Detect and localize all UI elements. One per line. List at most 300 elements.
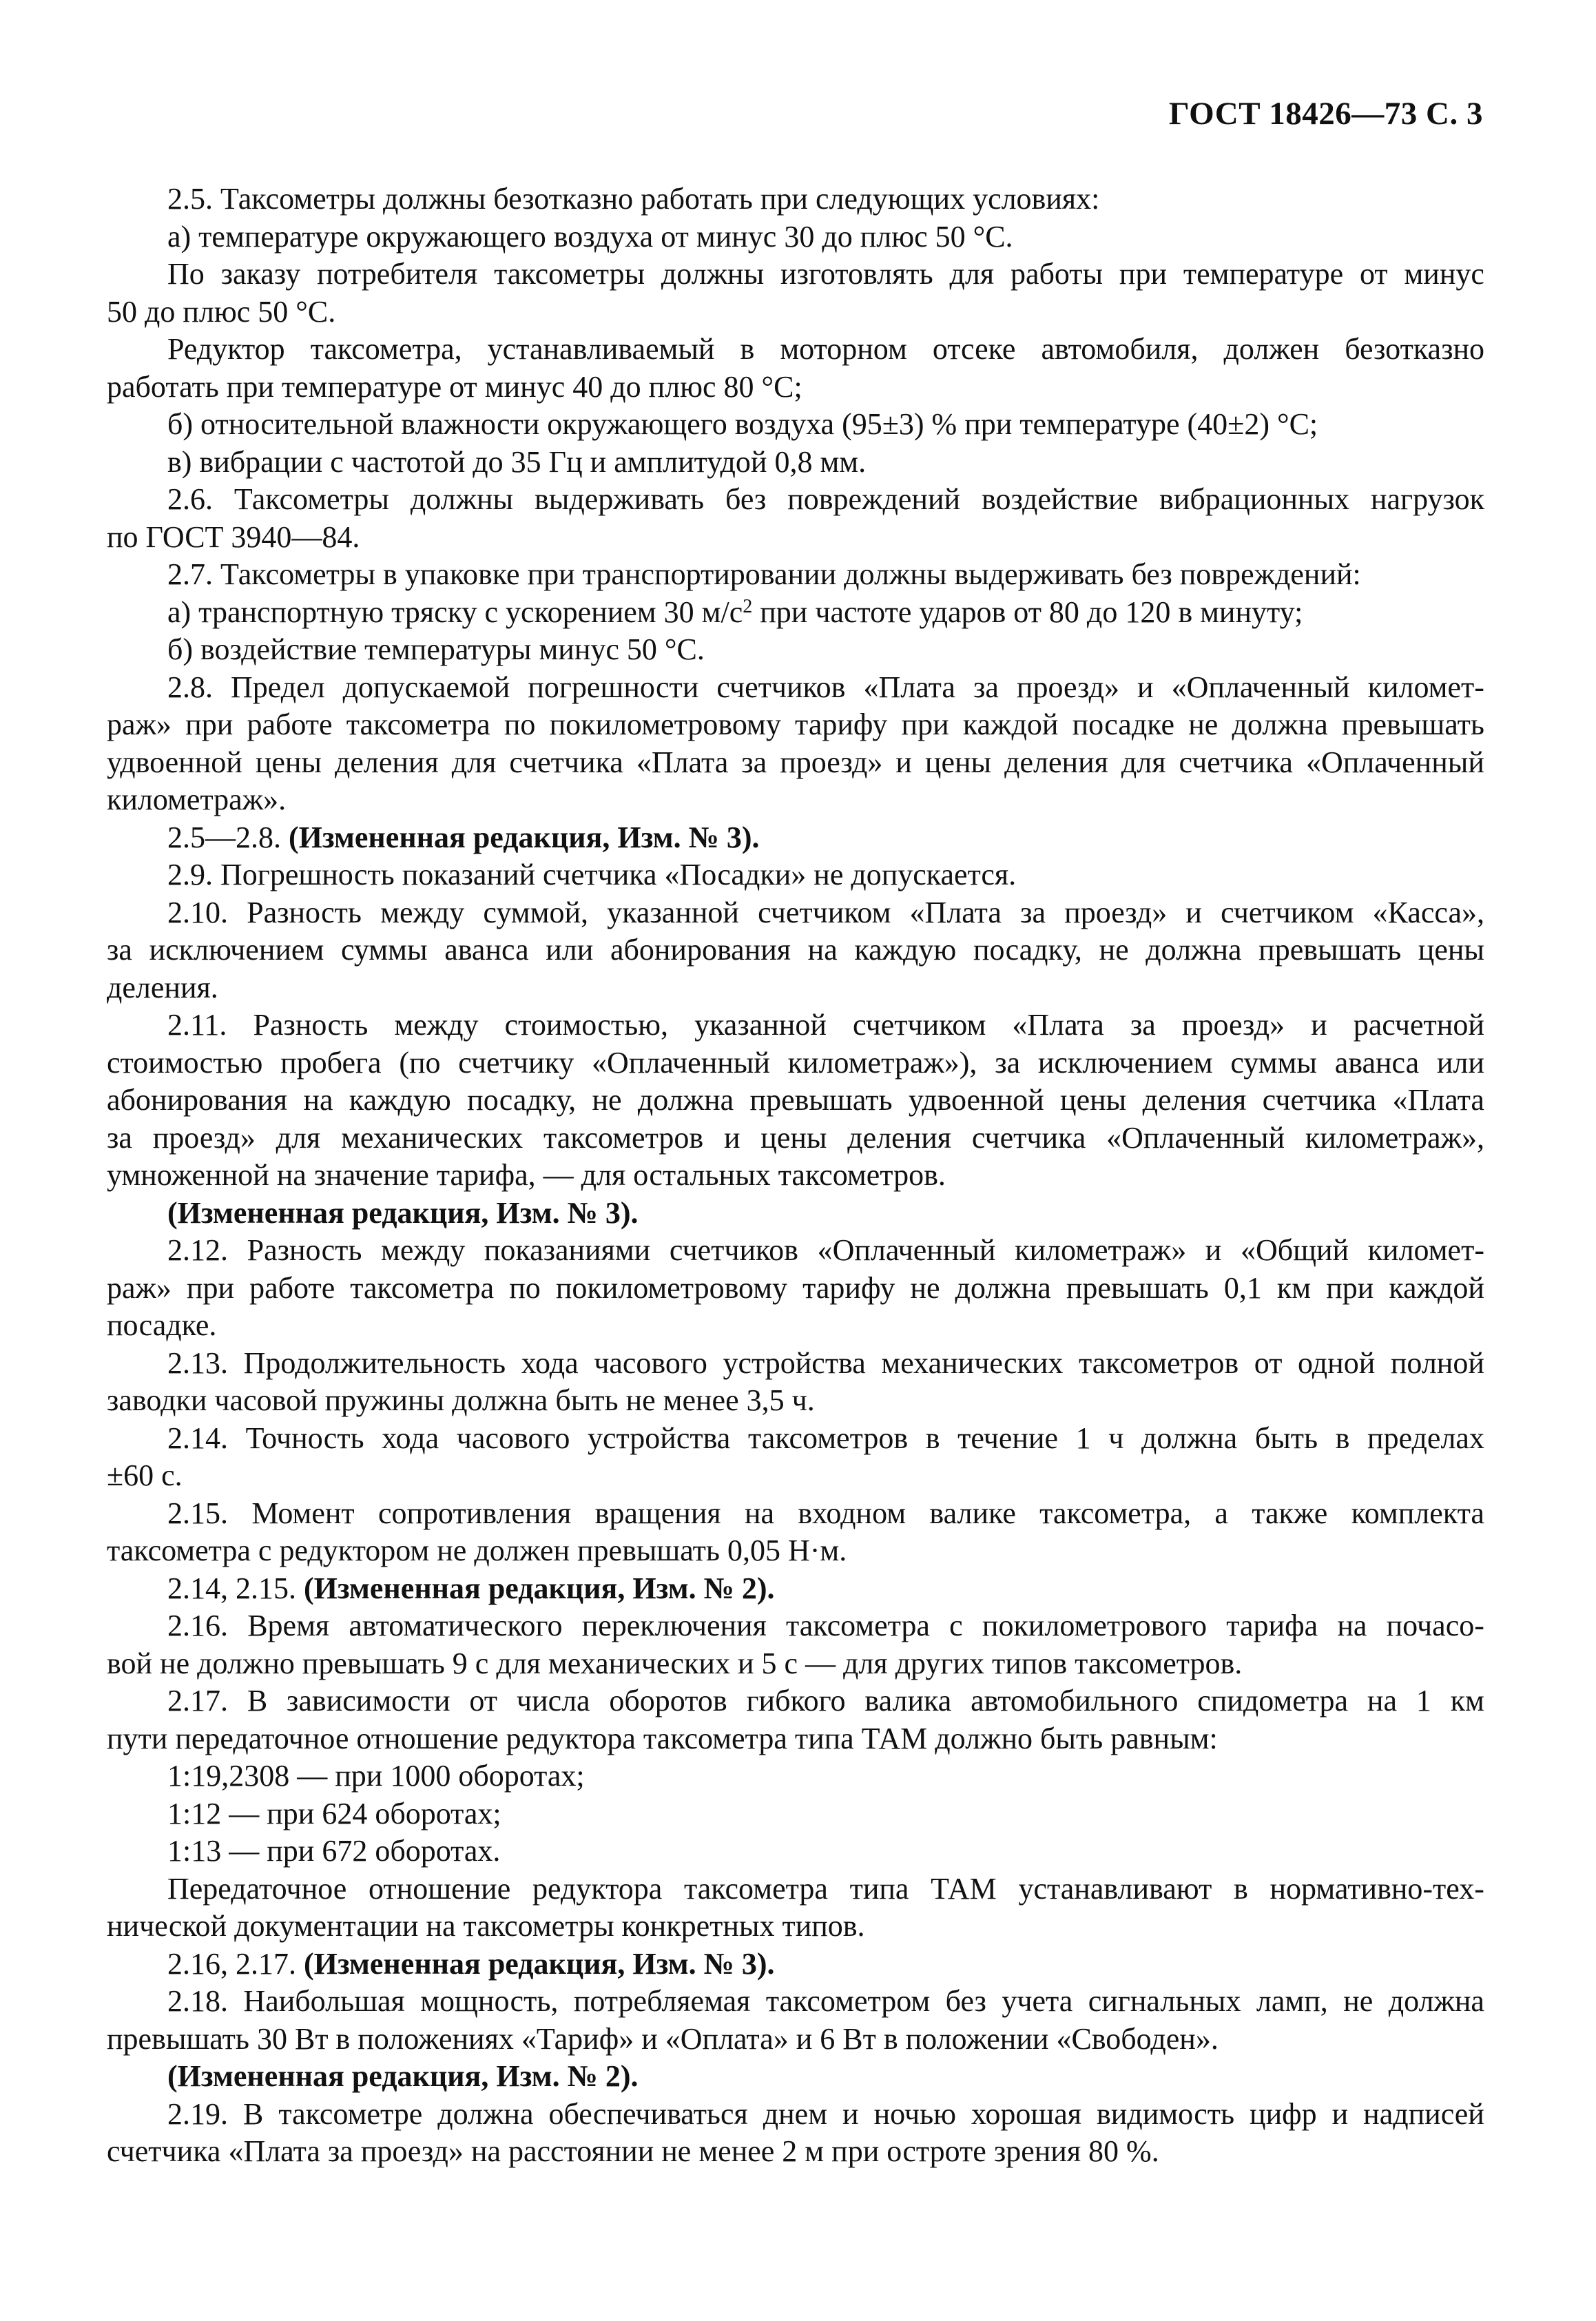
paragraph-reducer bbox=[107, 331, 1484, 406]
word: комплекта bbox=[1351, 1496, 1484, 1530]
word: нагрузок bbox=[1370, 482, 1484, 516]
word: с bbox=[949, 1609, 963, 1642]
word: счетчиком bbox=[758, 895, 891, 929]
word: суммы bbox=[340, 933, 428, 967]
word: ТАМ bbox=[931, 1871, 997, 1906]
paragraph-2-17 bbox=[107, 1682, 1484, 1757]
word: ч bbox=[1108, 1421, 1124, 1455]
word: превышать bbox=[749, 1083, 893, 1117]
page-header: ГОСТ 18426—73 С. 3 bbox=[1168, 96, 1483, 132]
word: показаниями bbox=[484, 1233, 651, 1267]
word: зависимости bbox=[287, 1684, 450, 1717]
word: и bbox=[1311, 1008, 1327, 1042]
word: тарифу bbox=[795, 708, 888, 741]
word: устройства bbox=[588, 1421, 731, 1455]
word: каждой bbox=[962, 708, 1059, 741]
word: аванса bbox=[1334, 1045, 1420, 1080]
paragraph-2-12 bbox=[107, 1232, 1484, 1345]
word: за bbox=[973, 670, 999, 704]
word: отсеке bbox=[932, 332, 1016, 366]
word: 2.11. bbox=[167, 1008, 227, 1042]
word: в bbox=[1234, 1871, 1248, 1906]
word: покилометровому bbox=[549, 708, 781, 741]
word: механических bbox=[881, 1345, 1064, 1380]
word: таксометре bbox=[278, 2096, 423, 2131]
word: 2.18. bbox=[167, 1984, 228, 2018]
word: и bbox=[842, 2096, 859, 2131]
word: стоимостью bbox=[107, 1045, 263, 1080]
word: заказу bbox=[220, 257, 301, 291]
word: цены bbox=[1418, 933, 1484, 967]
word: от bbox=[1254, 1345, 1283, 1380]
text-fragment: при частоте ударов от 80 до 120 в минуту; bbox=[752, 595, 1303, 629]
word: днем bbox=[763, 2096, 828, 2131]
word: редуктора bbox=[532, 1871, 663, 1906]
word: Предел bbox=[231, 670, 325, 704]
word: полной bbox=[1390, 1345, 1484, 1380]
word: абонирования bbox=[107, 1083, 288, 1117]
word: изготовлять bbox=[780, 257, 933, 291]
edition-text: (Измененная редакция, Изм. № 2). bbox=[304, 1571, 775, 1605]
word: проезд» bbox=[152, 1120, 256, 1155]
word: «Плата bbox=[1392, 1083, 1484, 1117]
word: «Касса», bbox=[1372, 895, 1484, 929]
word: входном bbox=[798, 1496, 906, 1530]
word: по bbox=[509, 1270, 541, 1305]
word: таксометра, bbox=[1039, 1496, 1192, 1530]
word: валика bbox=[864, 1684, 952, 1717]
word: должна bbox=[1388, 1984, 1484, 2018]
word: Передаточное bbox=[167, 1871, 347, 1906]
word: хорошая bbox=[971, 2096, 1082, 2131]
edition-note-2-14-2-15 bbox=[107, 1570, 1484, 1608]
word: моторном bbox=[780, 332, 907, 366]
word: должна bbox=[1232, 708, 1328, 741]
word: в bbox=[1335, 1421, 1350, 1455]
word: должен bbox=[1223, 332, 1320, 366]
word: (по bbox=[399, 1045, 441, 1080]
word: сопротивления bbox=[377, 1496, 572, 1530]
text-line: таксометра с редуктором не должен превышать 0,05 Н·м. bbox=[107, 1534, 847, 1567]
word: выдерживать bbox=[535, 482, 705, 516]
word: допускаемой bbox=[342, 670, 510, 704]
word: устанавливаемый bbox=[487, 332, 715, 366]
word: исключением bbox=[149, 933, 324, 967]
document-body bbox=[107, 180, 1484, 2171]
word: между bbox=[394, 1008, 479, 1042]
paragraph-2-9: 2.9. Погрешность показаний счетчика «Посадки» не допускается. bbox=[167, 858, 1017, 891]
word: счетчиков bbox=[716, 670, 846, 704]
word: погрешности bbox=[528, 670, 699, 704]
word: ночью bbox=[873, 2096, 957, 2131]
word: покилометрового bbox=[982, 1609, 1208, 1642]
word: удвоенной bbox=[908, 1083, 1044, 1117]
word: 2.13. bbox=[167, 1345, 228, 1380]
word: километраж» bbox=[1015, 1233, 1187, 1267]
word: за bbox=[1130, 1008, 1156, 1042]
word: «Оплаченный bbox=[1106, 1120, 1285, 1155]
word: для bbox=[276, 1120, 321, 1155]
word: «Оплаченный bbox=[1305, 745, 1484, 779]
word: 2.12. bbox=[167, 1233, 228, 1267]
word: при bbox=[1326, 1270, 1374, 1305]
word: каждую bbox=[349, 1083, 451, 1117]
word: и bbox=[895, 745, 912, 779]
word: валике bbox=[929, 1496, 1016, 1530]
word: деления bbox=[1004, 745, 1108, 779]
word: цифр bbox=[1250, 2096, 1317, 2131]
ratio-item: 1:13 — при 672 оборотах. bbox=[167, 1834, 501, 1868]
word: за bbox=[107, 1120, 132, 1155]
word: По bbox=[167, 257, 205, 291]
edition-note-2-16-2-17 bbox=[107, 1946, 1484, 1983]
edition-note-2-11: (Измененная редакция, Изм. № 3). bbox=[167, 1195, 639, 1230]
word: 2.19. bbox=[167, 2096, 228, 2131]
word: и bbox=[1331, 2096, 1349, 2131]
word: Время bbox=[247, 1609, 330, 1642]
word: спидометра bbox=[1197, 1684, 1349, 1717]
word: от bbox=[1359, 257, 1388, 291]
condition-b-humidity: б) относительной влажности окружающего воздуха (95±3) % при температуре (40±2) °С; bbox=[167, 407, 1318, 441]
word: устанавливают bbox=[1018, 1871, 1212, 1906]
edition-ref: 2.5—2.8. bbox=[167, 820, 281, 854]
word: Таксометры bbox=[234, 482, 389, 516]
word: а bbox=[1214, 1496, 1228, 1530]
word: посадку, bbox=[467, 1083, 577, 1117]
text-line: ±60 с. bbox=[107, 1458, 183, 1492]
word: должна bbox=[955, 1270, 1051, 1305]
edition-ref: 2.14, 2.15. bbox=[167, 1571, 296, 1605]
word: часового bbox=[456, 1421, 570, 1455]
word: автомобильного bbox=[971, 1684, 1179, 1717]
word: и bbox=[723, 1120, 740, 1155]
word: таксометра bbox=[786, 1609, 930, 1642]
word: абонирования bbox=[610, 933, 791, 967]
paragraph-2-16 bbox=[107, 1607, 1484, 1682]
word: каждой bbox=[1389, 1270, 1484, 1305]
word: минус bbox=[1404, 257, 1484, 291]
word: должна bbox=[1141, 1421, 1238, 1455]
word: 1 bbox=[1075, 1421, 1091, 1455]
condition-a-shake bbox=[107, 594, 1484, 632]
ratio-item: 1:19,2308 — при 1000 оборотах; bbox=[167, 1759, 585, 1793]
word: не bbox=[592, 1083, 622, 1117]
word: счетчика bbox=[1179, 745, 1293, 779]
word: суммой, bbox=[483, 895, 589, 929]
word: 2.14. bbox=[167, 1421, 228, 1455]
word: счетчика bbox=[509, 745, 623, 779]
word: за bbox=[741, 745, 767, 779]
word: счетчиком bbox=[1221, 895, 1354, 929]
word: без bbox=[725, 482, 767, 516]
word: не bbox=[1188, 708, 1219, 741]
word: цены bbox=[924, 745, 992, 779]
word: покилометровому bbox=[555, 1270, 788, 1305]
word: за bbox=[107, 933, 132, 967]
text-line: деления. bbox=[107, 970, 218, 1004]
word: стоимостью, bbox=[504, 1008, 668, 1042]
paragraph-2-14 bbox=[107, 1420, 1484, 1495]
word: и bbox=[1137, 670, 1154, 704]
word: безотказно bbox=[1345, 332, 1484, 366]
word: таксометров bbox=[543, 1120, 704, 1155]
paragraph-2-11 bbox=[107, 1007, 1484, 1195]
word: 2.10. bbox=[167, 895, 228, 929]
word: для bbox=[451, 745, 497, 779]
paragraph-2-15 bbox=[107, 1495, 1484, 1570]
word: деления bbox=[335, 745, 439, 779]
word: работе bbox=[247, 708, 333, 741]
edition-ref: 2.16, 2.17. bbox=[167, 1946, 296, 1981]
word: переключения bbox=[581, 1609, 767, 1642]
word: и bbox=[1185, 895, 1202, 929]
text-fragment: а) транспортную тряску с ускорением 30 м/с bbox=[167, 595, 743, 629]
word: надписей bbox=[1363, 2096, 1484, 2131]
word: течение bbox=[957, 1421, 1059, 1455]
word: по bbox=[504, 708, 536, 741]
word: для bbox=[949, 257, 995, 291]
word: и bbox=[1205, 1233, 1222, 1267]
word: каждую bbox=[854, 933, 957, 967]
paragraph-customer-order bbox=[107, 256, 1484, 331]
word: не bbox=[910, 1270, 940, 1305]
word: 2.6. bbox=[167, 482, 213, 516]
word: воздействие bbox=[981, 482, 1139, 516]
word: В bbox=[242, 2096, 264, 2131]
word: автомобиля, bbox=[1041, 332, 1199, 366]
word: ламп, bbox=[1256, 1984, 1328, 2018]
word: проезд» bbox=[1064, 895, 1168, 929]
word: цены bbox=[255, 745, 322, 779]
condition-a-temperature: а) температуре окружающего воздуха от минус 30 до плюс 50 °С. bbox=[167, 219, 1013, 254]
word: удвоенной bbox=[107, 745, 242, 779]
word: цены bbox=[1060, 1083, 1127, 1117]
text-line: по ГОСТ 3940—84. bbox=[107, 519, 360, 554]
word: превышать bbox=[1341, 708, 1484, 741]
word: таксометра bbox=[350, 1270, 495, 1305]
word: 2.15. bbox=[167, 1496, 228, 1530]
text-line: умноженной на значение тарифа, — для остальных таксометров. bbox=[107, 1158, 946, 1192]
word: оборотов bbox=[609, 1684, 727, 1717]
word: км bbox=[1450, 1684, 1484, 1717]
word: должны bbox=[661, 257, 765, 291]
text-line: заводки часовой пружины должна быть не менее 3,5 ч. bbox=[107, 1383, 815, 1417]
word: километраж», bbox=[1305, 1120, 1484, 1155]
word: таксометра bbox=[683, 1871, 828, 1906]
paragraph-2-13 bbox=[107, 1345, 1484, 1420]
word: в bbox=[740, 332, 755, 366]
word: расчетной bbox=[1353, 1008, 1484, 1042]
word: от bbox=[469, 1684, 498, 1717]
word: 2.8. bbox=[167, 670, 213, 704]
word: вращения bbox=[594, 1496, 721, 1530]
paragraph-2-18 bbox=[107, 1983, 1484, 2058]
word: нормативно-тех- bbox=[1269, 1871, 1484, 1906]
word: на bbox=[744, 1496, 775, 1530]
word: при bbox=[901, 708, 949, 741]
word: между bbox=[380, 895, 465, 929]
word: таксометров bbox=[747, 1421, 909, 1455]
text-line: счетчика «Плата за проезд» на расстоянии не менее 2 м при остроте зрения 80 %. bbox=[107, 2134, 1159, 2168]
word: Момент bbox=[251, 1496, 355, 1530]
word: не bbox=[1099, 933, 1129, 967]
word: раж» bbox=[107, 708, 172, 741]
word: цены bbox=[760, 1120, 827, 1155]
word: указанной bbox=[607, 895, 739, 929]
word: вибрационных bbox=[1159, 482, 1350, 516]
word: на bbox=[1337, 1609, 1367, 1642]
word: таксометром bbox=[765, 1984, 931, 2018]
word: 2.16. bbox=[167, 1609, 228, 1642]
word: «Оплаченный bbox=[1171, 670, 1350, 704]
word: таксометра bbox=[346, 708, 490, 741]
word: не bbox=[1343, 1984, 1374, 2018]
word: повреждений bbox=[787, 482, 961, 516]
word: проезд» bbox=[1181, 1008, 1285, 1042]
word: километ- bbox=[1367, 1233, 1484, 1267]
word: проезд» bbox=[1016, 670, 1120, 704]
word: без bbox=[945, 1984, 986, 2018]
word: километраж»), bbox=[787, 1045, 977, 1080]
condition-b-temperature: б) воздействие температуры минус 50 °С. bbox=[167, 632, 705, 666]
word: при bbox=[185, 708, 234, 741]
word: должна bbox=[1146, 933, 1242, 967]
word: раж» bbox=[107, 1270, 172, 1305]
word: устройства bbox=[723, 1345, 866, 1380]
edition-text: (Измененная редакция, Изм. № 3). bbox=[304, 1946, 775, 1981]
text-line: пути передаточное отношение редуктора таксометра типа ТАМ должно быть равным: bbox=[107, 1721, 1218, 1755]
text-line: вой не должно превышать 9 с для механических и 5 с — для других типов таксометров. bbox=[107, 1646, 1243, 1680]
word: счетчика bbox=[1262, 1083, 1377, 1117]
paragraph-ratio-documentation bbox=[107, 1870, 1484, 1946]
word: автоматического bbox=[349, 1609, 563, 1642]
word: при bbox=[1119, 257, 1168, 291]
word: деления bbox=[847, 1120, 952, 1155]
word: или bbox=[546, 933, 594, 967]
word: Разность bbox=[253, 1008, 369, 1042]
word: таксометров bbox=[1079, 1345, 1239, 1380]
word: должна bbox=[437, 2096, 534, 2131]
word: «Общий bbox=[1240, 1233, 1349, 1267]
word: сигнальных bbox=[1088, 1984, 1241, 2018]
word: км bbox=[1276, 1270, 1312, 1305]
word: пробега bbox=[280, 1045, 382, 1080]
word: температуре bbox=[1183, 257, 1344, 291]
word: 1 bbox=[1416, 1684, 1431, 1717]
word: «Оплаченный bbox=[817, 1233, 996, 1267]
word: «Плата bbox=[863, 670, 955, 704]
word: за bbox=[1020, 895, 1046, 929]
word: таксометра, bbox=[310, 332, 462, 366]
word: видимость bbox=[1097, 2096, 1235, 2131]
word: Редуктор bbox=[167, 332, 285, 366]
word: километ- bbox=[1367, 670, 1484, 704]
word: на bbox=[807, 933, 838, 967]
word: «Оплаченный bbox=[592, 1045, 770, 1080]
word: при bbox=[186, 1270, 235, 1305]
word: на bbox=[303, 1083, 333, 1117]
word: в bbox=[925, 1421, 940, 1455]
word: пределах bbox=[1367, 1421, 1484, 1455]
text-line: превышать 30 Вт в положениях «Тариф» и «Оплата» и 6 Вт в положении «Свободен». bbox=[107, 2021, 1219, 2056]
word: указанной bbox=[694, 1008, 827, 1042]
word: хода bbox=[382, 1421, 439, 1455]
word: превышать bbox=[1066, 1270, 1209, 1305]
condition-v-vibration: в) вибрации с частотой до 35 Гц и амплитудой 0,8 мм. bbox=[167, 444, 867, 479]
paragraph-2-10 bbox=[107, 894, 1484, 1007]
word: счетчику bbox=[458, 1045, 574, 1080]
text-line: работать при температуре от минус 40 до плюс 80 °С; bbox=[107, 369, 802, 404]
word: гибкого bbox=[746, 1684, 846, 1717]
word: за bbox=[995, 1045, 1021, 1080]
word: потребляемая bbox=[573, 1984, 751, 2018]
word: «Плата bbox=[1012, 1008, 1104, 1042]
word: одной bbox=[1298, 1345, 1376, 1380]
word: на bbox=[1367, 1684, 1397, 1717]
text-line: нической документации на таксометры конкретных типов. bbox=[107, 1909, 865, 1943]
paragraph-2-19 bbox=[107, 2096, 1484, 2171]
word: «Плата bbox=[909, 895, 1002, 929]
word: 0,1 bbox=[1223, 1270, 1262, 1305]
word: числа bbox=[516, 1684, 590, 1717]
word: должна bbox=[637, 1083, 734, 1117]
word: аванса bbox=[444, 933, 529, 967]
text-line: 50 до плюс 50 °С. bbox=[107, 294, 336, 329]
edition-text: (Измененная редакция, Изм. № 3). bbox=[289, 820, 760, 854]
word: также bbox=[1252, 1496, 1328, 1530]
word: Разность bbox=[247, 895, 362, 929]
paragraph-2-7: 2.7. Таксометры в упаковке при транспортировании должны выдерживать без повреждений: bbox=[167, 557, 1361, 591]
word: должны bbox=[410, 482, 514, 516]
word: быть bbox=[1254, 1421, 1318, 1455]
word: превышать bbox=[1258, 933, 1402, 967]
word: между bbox=[381, 1233, 466, 1267]
word: В bbox=[247, 1684, 268, 1717]
word: таксометры bbox=[494, 257, 645, 291]
word: деления bbox=[1142, 1083, 1247, 1117]
word: тарифа bbox=[1226, 1609, 1318, 1642]
word: суммы bbox=[1230, 1045, 1317, 1080]
word: тарифу bbox=[802, 1270, 895, 1305]
word: часового bbox=[594, 1345, 707, 1380]
word: обеспечиваться bbox=[548, 2096, 748, 2131]
text-line: километраж». bbox=[107, 783, 287, 816]
word: мощность, bbox=[420, 1984, 559, 2018]
word: посадку, bbox=[973, 933, 1082, 967]
edition-note-2-5-2-8 bbox=[107, 819, 1484, 857]
paragraph-2-5: 2.5. Таксометры должны безотказно работать при следующих условиях: bbox=[167, 182, 1100, 216]
word: исключением bbox=[1037, 1045, 1213, 1080]
word: работы bbox=[1010, 257, 1103, 291]
word: хода bbox=[521, 1345, 579, 1380]
word: Разность bbox=[247, 1233, 362, 1267]
word: работе bbox=[249, 1270, 335, 1305]
word: счетчиков bbox=[669, 1233, 798, 1267]
word: 2.17. bbox=[167, 1684, 228, 1717]
superscript: 2 bbox=[743, 595, 753, 617]
word: счетчика bbox=[971, 1120, 1086, 1155]
ratio-item: 1:12 — при 624 оборотах; bbox=[167, 1796, 501, 1830]
word: для bbox=[1121, 745, 1166, 779]
text-line: посадке. bbox=[107, 1308, 217, 1342]
word: потребителя bbox=[317, 257, 478, 291]
word: проезд» bbox=[780, 745, 883, 779]
word: механических bbox=[341, 1120, 524, 1155]
edition-note-2-18: (Измененная редакция, Изм. № 2). bbox=[167, 2059, 639, 2093]
word: «Плата bbox=[636, 745, 729, 779]
word: посадке bbox=[1072, 708, 1175, 741]
word: отношение bbox=[369, 1871, 511, 1906]
